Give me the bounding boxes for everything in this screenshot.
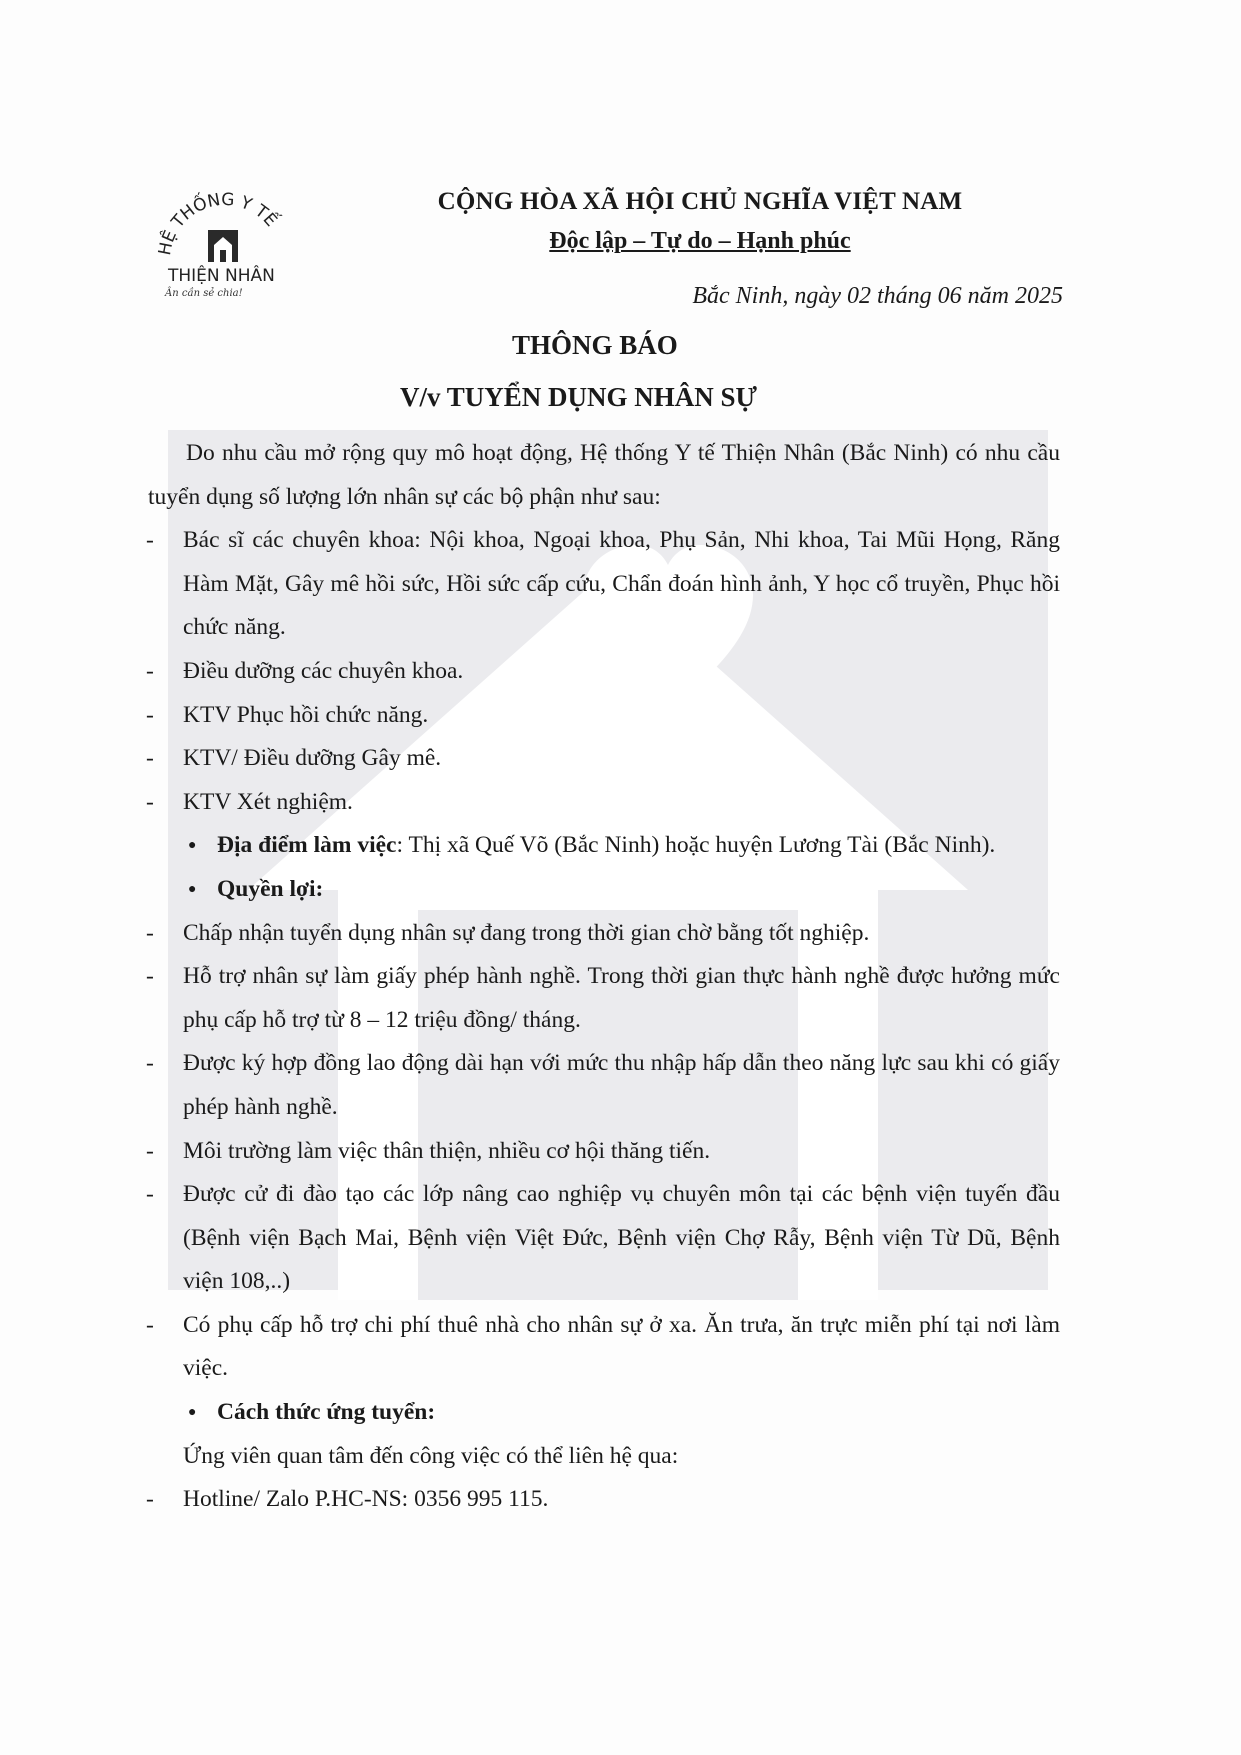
logo-arc-text: HỆ THỐNG Y TẾ: [155, 190, 281, 257]
location-value: : Thị xã Quế Võ (Bắc Ninh) hoặc huyện Lương Tài (Bắc Ninh).: [396, 832, 996, 859]
list-item: - Được ký hợp đồng lao động dài hạn với mức thu nhập hấp dẫn theo năng lực sau khi có giấy phép hành nghề.: [146, 1050, 1060, 1120]
logo-name: THIỆN NHÂN: [168, 266, 275, 286]
country-name: CỘNG HÒA XÃ HỘI CHỦ NGHĨA VIỆT NAM: [437, 188, 963, 215]
intro-paragraph: Do nhu cầu mở rộng quy mô hoạt động, Hệ thống Y tế Thiện Nhân (Bắc Ninh) có nhu cầu tuyển dụng số lượng lớn nhân sự các bộ phận như sau:: [148, 440, 1060, 510]
document-title: THÔNG BÁO: [512, 330, 678, 360]
benefits-heading: ● Quyền lợi:: [188, 875, 324, 902]
list-item: - KTV/ Điều dưỡng Gây mê.: [146, 745, 442, 772]
place-date: Bắc Ninh, ngày 02 tháng 06 năm 2025: [692, 283, 1063, 309]
list-item: - KTV Xét nghiệm.: [146, 788, 353, 815]
location-item: ● Địa điểm làm việc: Thị xã Quế Võ (Bắc Ninh) hoặc huyện Lương Tài (Bắc Ninh).: [188, 832, 996, 859]
contacts-list: [148, 1478, 1060, 1522]
list-item: - Bác sĩ các chuyên khoa: Nội khoa, Ngoại khoa, Phụ Sản, Nhi khoa, Tai Mũi Họng, Răng Hàm Mặt, Gây mê hồi sức, Hồi sức cấp cứu, Chẩn đoán hình ảnh, Y học cổ truyền, Phục hồi chức năng.: [146, 527, 1060, 641]
list-item: - Có phụ cấp hỗ trợ chi phí thuê nhà cho nhân sự ở xa. Ăn trưa, ăn trực miễn phí tại nơi làm việc.: [146, 1311, 1060, 1382]
apply-heading: ● Cách thức ứng tuyển:: [188, 1399, 436, 1426]
positions-list: [148, 519, 1060, 824]
list-item: - Môi trường làm việc thân thiện, nhiều cơ hội thăng tiến.: [146, 1137, 711, 1164]
logo-slogan: Ân cần sẻ chia!: [165, 288, 243, 299]
location-label: Địa điểm làm việc: [217, 832, 397, 859]
document-body: [148, 432, 1060, 1522]
apply-intro: Ứng viên quan tâm đến công việc có thể liên hệ qua:: [183, 1442, 679, 1469]
list-item: - Chấp nhận tuyển dụng nhân sự đang trong thời gian chờ bằng tốt nghiệp.: [146, 919, 870, 946]
list-item: - Điều dưỡng các chuyên khoa.: [146, 657, 464, 684]
benefits-list: [148, 912, 1060, 1392]
national-motto: Độc lập – Tự do – Hạnh phúc: [549, 228, 851, 254]
contact-hotline: - Hotline/ Zalo P.HC-NS: 0356 995 115.: [146, 1486, 549, 1513]
national-header: [380, 188, 1020, 255]
list-item: - KTV Phục hồi chức năng.: [146, 701, 429, 728]
list-item: - Được cử đi đào tạo các lớp nâng cao nghiệp vụ chuyên môn tại các bệnh viện tuyến đầu (Bệnh viện Bạch Mai, Bệnh viện Việt Đức, Bệnh viện Chợ Rẫy, Bệnh viện Từ Dũ, Bệnh viện 108,..): [146, 1181, 1060, 1295]
document-subtitle: V/v TUYỂN DỤNG NHÂN SỰ: [400, 382, 758, 412]
list-item: - Hỗ trợ nhân sự làm giấy phép hành nghề. Trong thời gian thực hành nghề được hưởng mức phụ cấp hỗ trợ từ 8 – 12 triệu đồng/ tháng.: [146, 963, 1060, 1033]
